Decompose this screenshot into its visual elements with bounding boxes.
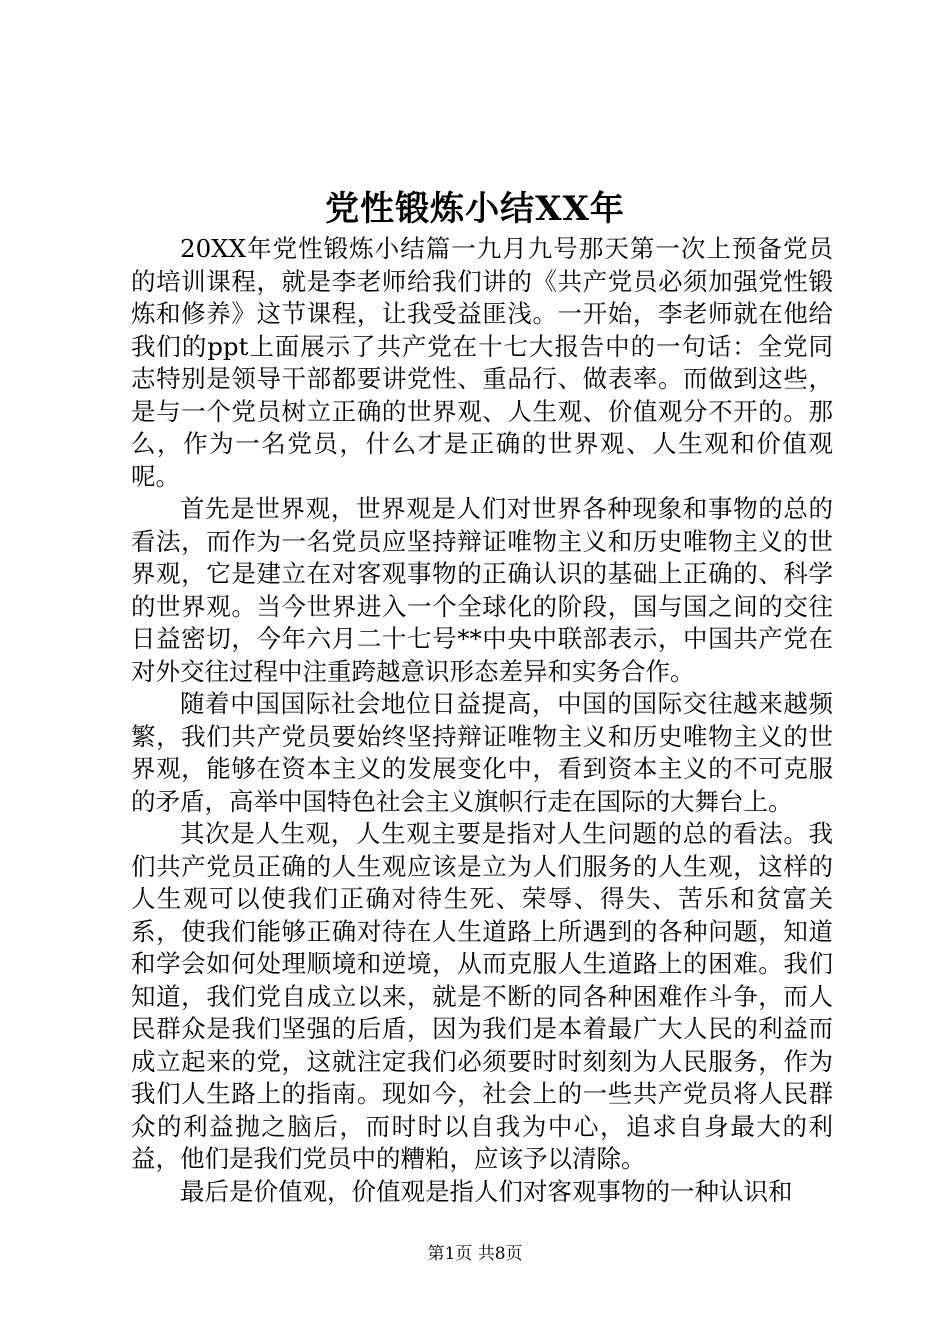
document-title: 党性锻炼小结XX年 [325, 189, 625, 229]
document-body [131, 233, 833, 1208]
paragraph: 首先是世界观，世界观是人们对世界各种现象和事物的总的看法，而作为一名党员应坚持辩证唯物主义和历史唯物主义的世界观，它是建立在对客观事物的正确认识的基础上正确的、科学的世界观。当今世界进入一个全球化的阶段，国与国之间的交往日益密切，今年六月二十七号**中央中联部表示，中国共产党在对外交往过程中注重跨越意识形态差异和实务合作。 [131, 494, 833, 686]
paragraph: 随着中国国际社会地位日益提高，中国的国际交往越来越频繁，我们共产党员要始终坚持辩证唯物主义和历史唯物主义的世界观，能够在资本主义的发展变化中，看到资本主义的不可克服的矛盾，高举中国特色社会主义旗帜行走在国际的大舞台上。 [131, 689, 833, 816]
paragraph: 20XX年党性锻炼小结篇一九月九号那天第一次上预备党员的培训课程，就是李老师给我们讲的《共产党员必须加强党性锻炼和修养》这节课程，让我受益匪浅。一开始，李老师就在他给我们的ppt上面展示了共产党在十七大报告中的一句话：全党同志特别是领导干部都要讲党性、重品行、做表率。而做到这些，是与一个党员树立正确的世界观、人生观、价值观分不开的。那么，作为一名党员，什么才是正确的世界观、人生观和价值观呢。 [131, 234, 833, 491]
paragraph: 其次是人生观，人生观主要是指对人生问题的总的看法。我们共产党员正确的人生观应该是立为人们服务的人生观，这样的人生观可以使我们正确对待生死、荣辱、得失、苦乐和贫富关系，使我们能够正确对待在人生道路上所遇到的各种问题，知道和学会如何处理顺境和逆境，从而克服人生道路上的困难。我们知道，我们党自成立以来，就是不断的同各种困难作斗争，而人民群众是我们坚强的后盾，因为我们是本着最广大人民的利益而成立起来的党，这就注定我们必须要时时刻刻为人民服务，作为我们人生路上的指南。现如今，社会上的一些共产党员将人民群众的利益抛之脑后，而时时以自我为中心，追求自身最大的利益，他们是我们党员中的糟粕，应该予以清除。 [131, 819, 833, 1173]
paragraph: 最后是价值观，价值观是指人们对客观事物的一种认识和 [180, 1176, 793, 1206]
page-footer: 第1页 共8页 [427, 1244, 523, 1264]
